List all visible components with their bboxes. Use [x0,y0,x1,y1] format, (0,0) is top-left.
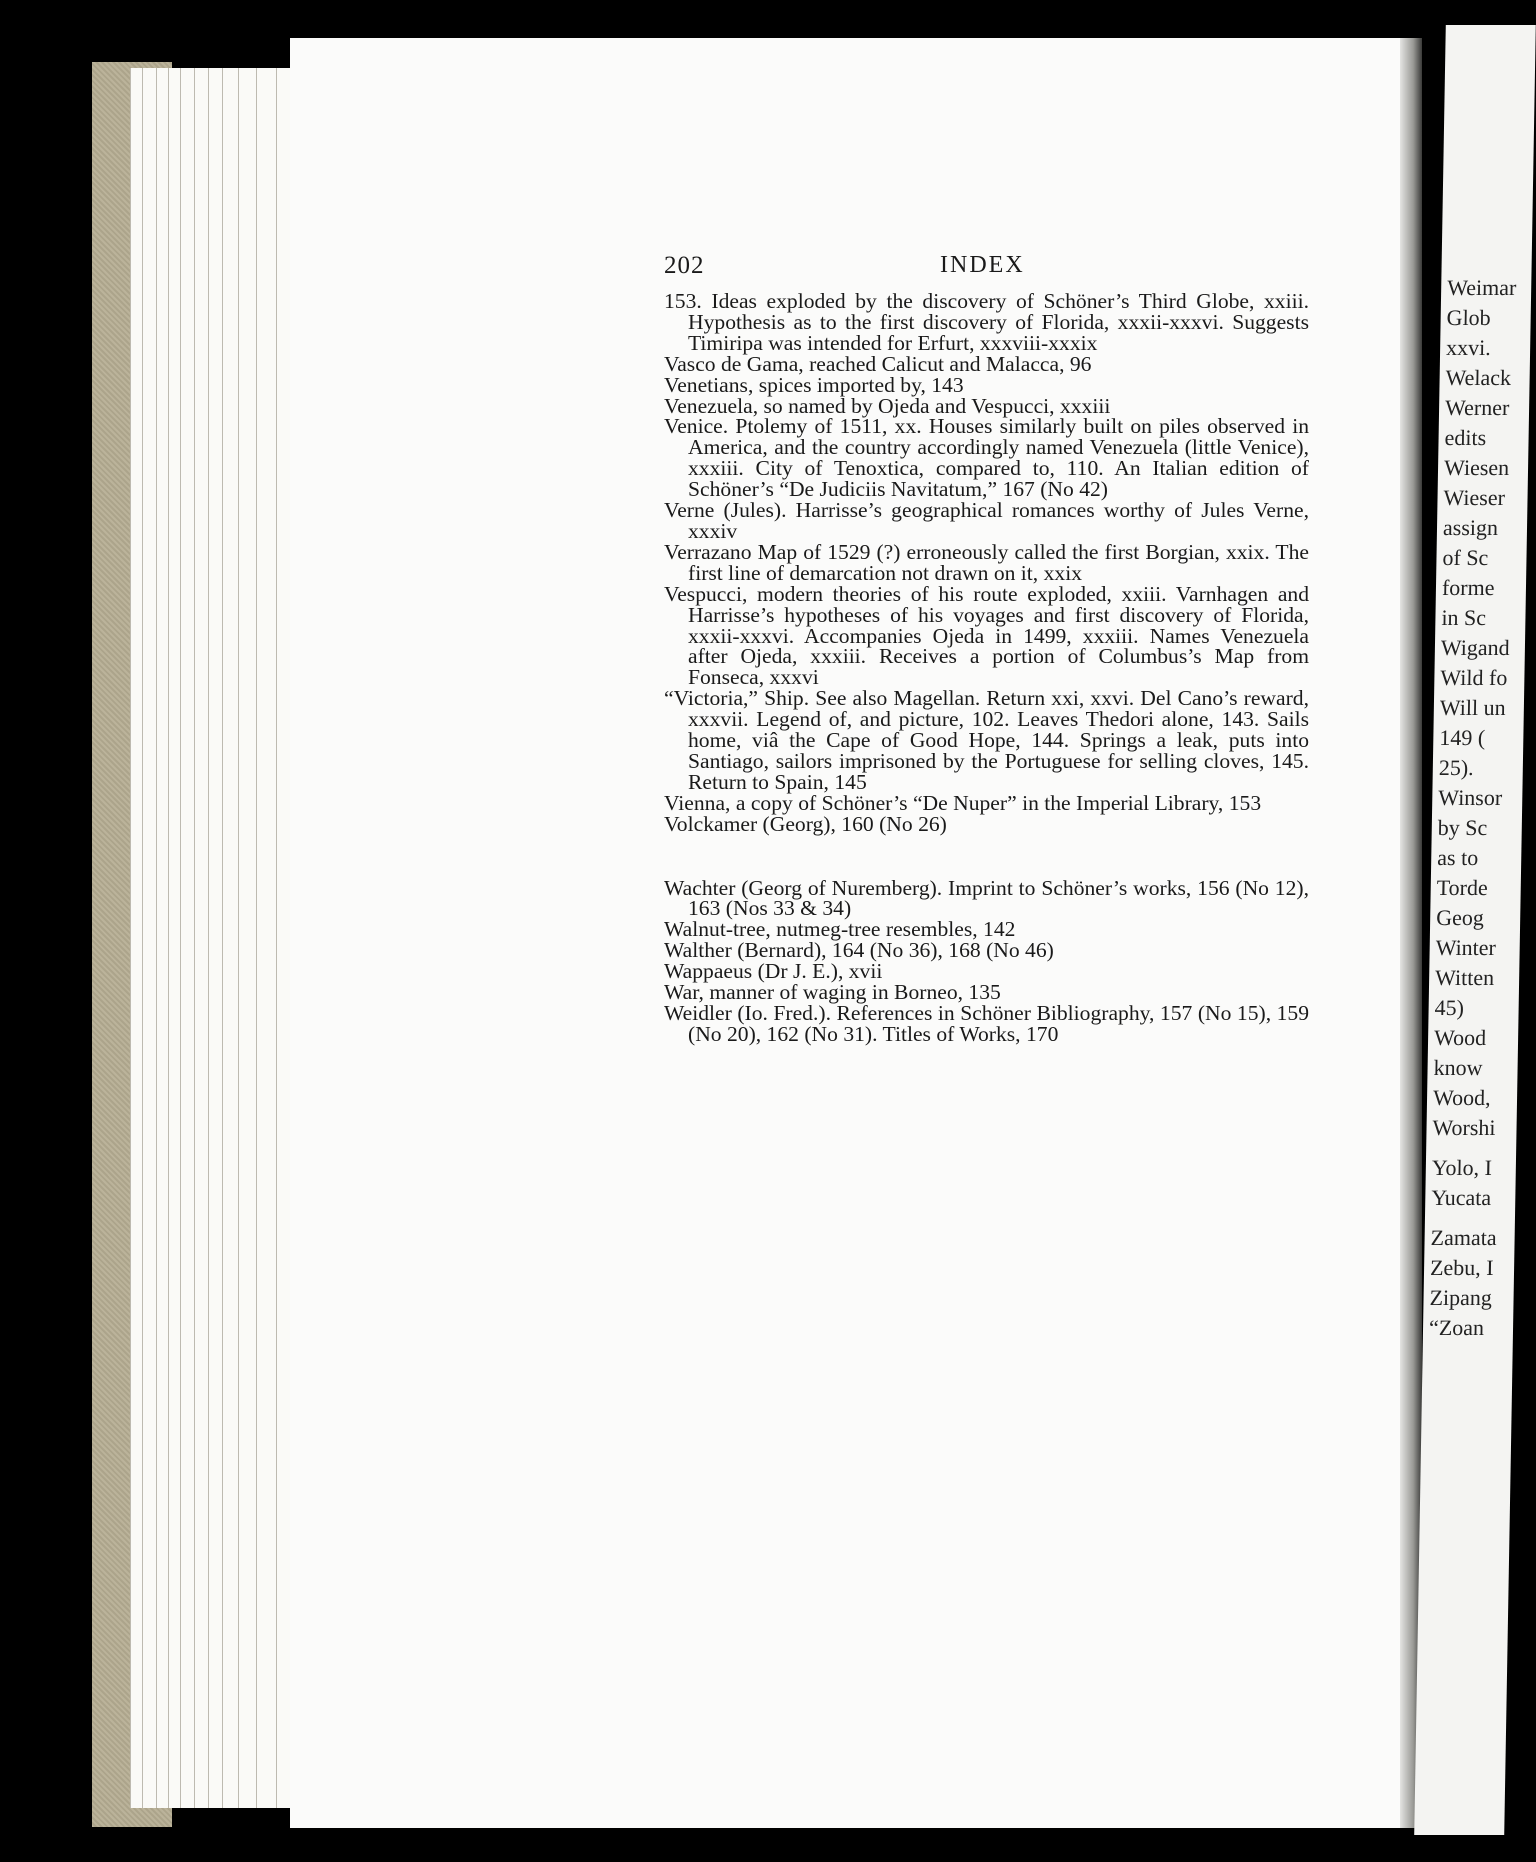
index-entry: Wappaeus (Dr J. E.), xvii [664,959,883,984]
facing-page-fragment: Werner [1444,395,1510,420]
facing-page-fragment: as to [1437,845,1479,870]
facing-page-fragment: Zamata [1430,1225,1497,1250]
facing-page-fragment: Wigand [1440,635,1510,660]
index-entry: Walther (Bernard), 164 (No 36), 168 (No 46) [664,938,1054,963]
index-entry: Vasco de Gama, reached Calicut and Malacca, 96 [664,351,1092,376]
index-entry: Venice. Ptolemy of 1511, xx. Houses similarly built on piles observed in America, and the country accordingly named Venezuela (little Venice), xxxiii. City of Tenoxtica, compared to, 110. An Italian edition of Schöner’s “De Judiciis Navitatum,” 167 (No 42) [664,414,1309,502]
page-number: 202 [664,252,705,279]
facing-page-fragment: Wieser [1443,485,1506,510]
facing-page-fragment: Zipang [1429,1285,1493,1310]
index-list [664,291,1309,1045]
facing-page-fragment: Glob [1446,305,1491,330]
facing-page-fragment: xxvi. [1445,335,1492,360]
facing-page-fragment: Winsor [1438,785,1503,810]
facing-page-fragment: Weimar [1446,275,1517,300]
facing-page-fragment: Yucata [1431,1185,1492,1210]
facing-page [1414,25,1536,1835]
index-entry: Venetians, spices imported by, 143 [664,372,964,397]
facing-page-fragment: Worshi [1432,1115,1496,1140]
index-entry: Weidler (Io. Fred.). References in Schöner Bibliography, 157 (No 15), 159 (No 20), 162 (No 31). Titles of Works, 170 [664,1001,1309,1046]
facing-page-fragment: Yolo, I [1431,1155,1493,1180]
index-entry: Venezuela, so named by Ojeda and Vespucci, xxxiii [664,393,1111,418]
facing-page-fragment: by Sc [1437,815,1488,840]
facing-page-fragment: of Sc [1442,545,1489,570]
facing-page-fragment: Wood [1433,1025,1487,1050]
running-header [664,252,1309,282]
facing-page-fragment: Winter [1435,935,1497,960]
facing-page-fragment: Wood, [1432,1085,1491,1110]
facing-page-fragment: forme [1441,575,1495,600]
facing-page-fragment: Geog [1436,905,1485,930]
facing-page-fragment: Torde [1436,875,1488,900]
facing-page-fragment: assign [1442,515,1499,540]
facing-page-fragment: Zebu, I [1429,1255,1494,1280]
letter-section-gap [664,835,1309,878]
index-entry: Verne (Jules). Harrisse’s geographical romances worthy of Jules Verne, xxxiv [664,498,1309,543]
index-entry: Verrazano Map of 1529 (?) erroneously called the first Borgian, xxix. The first line of demarcation not drawn on it, xxix [664,539,1309,585]
index-entry: War, manner of waging in Borneo, 135 [664,980,1001,1005]
facing-page-fragment: Wiesen [1443,455,1510,480]
facing-page-fragment: “Zoan [1428,1315,1485,1340]
facing-page-fragment: in Sc [1441,605,1487,630]
facing-page-fragment: 149 ( [1439,725,1486,750]
facing-page-fragment: Welack [1445,365,1512,390]
facing-page-fragment: know [1433,1055,1483,1080]
index-entry: “Victoria,” Ship. See also Magellan. Return xxi, xxvi. Del Cano’s reward, xxxvii. Legend of, and picture, 102. Leaves Thedori alone, 143. Sails home, viâ the Cape of Good Hope, 144. Springs a leak, puts into Santiago, sailors imprisoned by the Portuguese for selling cloves, 145. Return to Spain, 145 [664,686,1309,794]
page-edges [130,68,300,1808]
index-entry: 153. Ideas exploded by the discovery of Schöner’s Third Globe, xxiii. Hypothesis as to the first discovery of Florida, xxxii-xxxvi. Suggests Timiripa was intended for Erfurt, xxxviii-xxxix [664,289,1309,355]
facing-page-fragment: 25). [1438,755,1474,780]
facing-page-fragment: edits [1444,425,1487,450]
index-entry: Wachter (Georg of Nuremberg). Imprint to Schöner’s works, 156 (No 12), 163 (Nos 33 & 34) [664,875,1309,921]
index-entry: Vienna, a copy of Schöner’s “De Nuper” in the Imperial Library, 153 [664,790,1262,815]
page-title: INDEX [940,252,1025,278]
facing-page-fragment: Witten [1434,965,1495,990]
index-entry: Walnut-tree, nutmeg-tree resembles, 142 [664,917,1016,942]
index-entry: Vespucci, modern theories of his route exploded, xxiii. Varnhagen and Harrisse’s hypotheses of his voyages and first discovery of Florida, xxxii-xxxvi. Accompanies Ojeda in 1499, xxxiii. Names Venezuela after Ojeda, xxxiii. Receives a portion of Columbus’s Map from Fonseca, xxxvi [664,581,1309,690]
index-entry: Volckamer (Georg), 160 (No 26) [664,811,947,836]
facing-page-fragment: 45) [1434,995,1465,1020]
facing-page-fragment: Will un [1439,695,1506,720]
facing-page-fragment: Wild fo [1440,665,1508,690]
